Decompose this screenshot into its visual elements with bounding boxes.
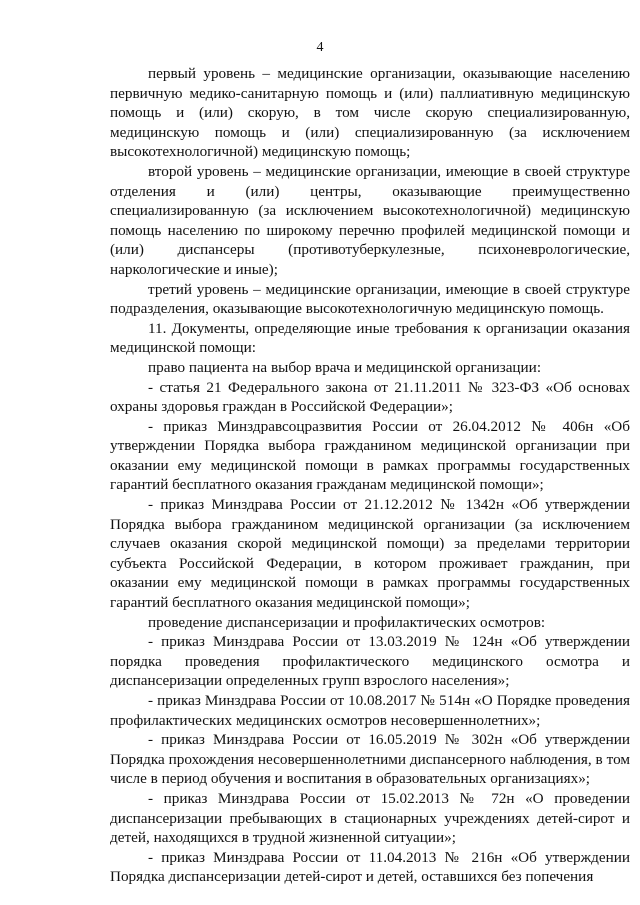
list-item-law-323: - статья 21 Федерального закона от 21.11.2011 № 323-ФЗ «Об основах охраны здоровья граждан в Российской Федерации»; (110, 378, 630, 416)
document-body (110, 64, 630, 887)
page-number: 4 (316, 40, 324, 55)
list-item-order-124n: - приказ Минздрава России от 13.03.2019 № 124н «Об утверждении порядка проведения профилактического медицинского осмотра и диспансеризации определенных групп взрослого населения»; (110, 633, 630, 690)
list-item-order-514n: - приказ Минздрава России от 10.08.2017 № 514н «О Порядке проведения профилактических медицинских осмотров несовершеннолетних»; (110, 692, 630, 729)
list-item-order-302n: - приказ Минздрава России от 16.05.2019 № 302н «Об утверждении Порядка прохождения несовершеннолетними диспансерного наблюдения, в том числе в период обучения и воспитания в образовательных организациях»; (110, 731, 630, 788)
list-item-order-72n: - приказ Минздрава России от 15.02.2013 № 72н «О проведении диспансеризации пребывающих в стационарных учреждениях детей-сирот и детей, находящихся в трудной жизненной ситуации»; (110, 789, 630, 847)
paragraph-level-2: второй уровень – медицинские организации, имеющие в своей структуре отделения и (или) центры, оказывающие преимущественно специализированную (за исключением высокотехнологичной) медицинскую помощь населению по широкому перечню профилей медицинской помощи и (или) диспансеры (противотуберкулезные, психоневрологические, наркологические и иные); (110, 162, 630, 278)
paragraph-level-1: первый уровень – медицинские организации, оказывающие населению первичную медико-санитарную помощь и (или) паллиативную медицинскую помощь и (или) скорую, в том числе скорую специализированную, медицинскую помощь и (или) специализированную (за исключением высокотехнологичной) медицинскую помощь; (110, 65, 630, 161)
paragraph-section-11: 11. Документы, определяющие иные требования к организации оказания медицинской помощи: (110, 319, 630, 357)
paragraph-dispensary-heading: проведение диспансеризации и профилактических осмотров: (148, 613, 546, 631)
list-item-order-406n: - приказ Минздравсоцразвития России от 26.04.2012 № 406н «Об утверждении Порядка выбора гражданином медицинской организации при оказании ему медицинской помощи в рамках программы государственных гарантий бесплатного оказания гражданам медицинской помощи»; (110, 417, 630, 494)
list-item-order-216n: - приказ Минздрава России от 11.04.2013 № 216н «Об утверждении Порядка диспансеризации детей-сирот и детей, оставшихся без попечения (110, 848, 630, 886)
paragraph-level-3: третий уровень – медицинские организации, имеющие в своей структуре подразделения, оказывающие высокотехнологичную медицинскую помощь. (110, 280, 630, 318)
paragraph-choice-heading: право пациента на выбор врача и медицинской организации: (148, 358, 542, 376)
list-item-order-1342n: - приказ Минздрава России от 21.12.2012 № 1342н «Об утверждении Порядка выбора гражданином медицинской организации (за исключением случаев оказания скорой медицинской помощи) за пределами территории субъекта Российской Федерации, в котором проживает гражданин, при оказании ему медицинской помощи в рамках программы государственных гарантий бесплатного оказания медицинской помощи»; (110, 496, 630, 612)
